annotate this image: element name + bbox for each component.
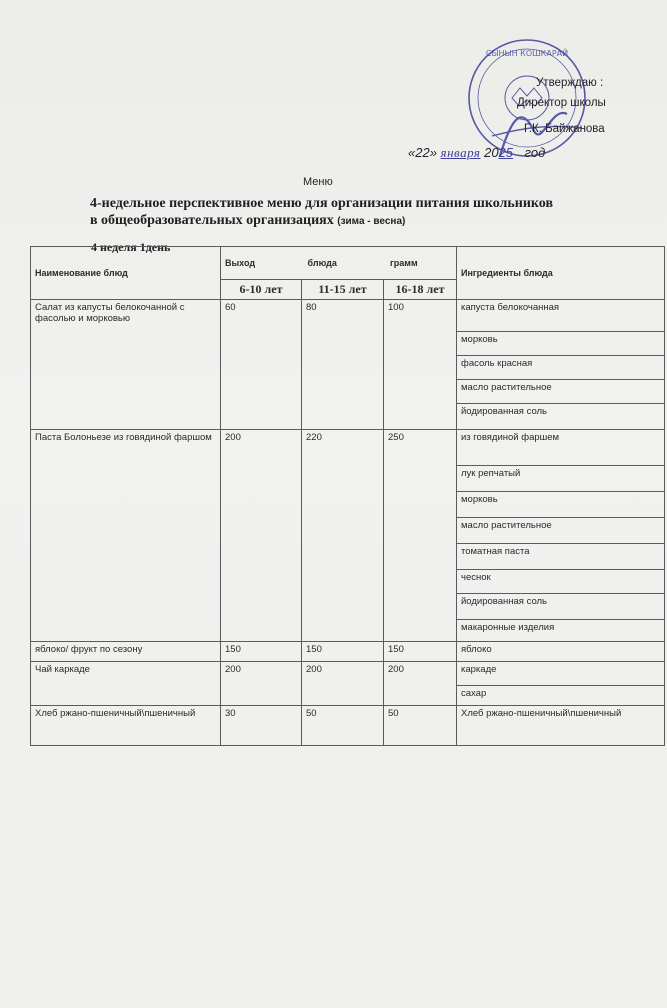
header-output	[221, 247, 457, 280]
table-row	[31, 642, 665, 662]
table-row	[31, 706, 665, 746]
dish-output-11-15-cell: 80	[302, 300, 384, 430]
dish-output-6-10-cell: 150	[221, 642, 302, 662]
date-month: января	[440, 145, 481, 160]
title-line-1: 4-недельное перспективное меню для организации питания школьников	[90, 196, 554, 211]
ingredient-cell: Хлеб ржано-пшеничный\пшеничный	[457, 706, 665, 746]
approval-date	[408, 145, 545, 161]
table-header-row	[31, 247, 665, 280]
approval-position: Директор школы	[517, 97, 606, 109]
header-age-2: 11-15 лет	[302, 280, 384, 300]
table-row	[31, 300, 665, 332]
menu-table	[30, 246, 665, 746]
dish-name-cell: Хлеб ржано-пшеничный\пшеничный	[31, 706, 221, 746]
approval-director-name: Г.К. Байжанова	[524, 123, 605, 135]
week-day-label: 4 неделя 1день	[91, 240, 171, 254]
dish-output-6-10-cell: 60	[221, 300, 302, 430]
dish-output-11-15-cell: 150	[302, 642, 384, 662]
page-title	[90, 195, 650, 230]
header-ingredients: Ингредиенты блюда	[457, 247, 665, 300]
ingredient-cell: яблоко	[457, 642, 665, 662]
dish-name-cell: Салат из капусты белокочанной с фасолью и морковью	[31, 300, 221, 430]
header-dish-name: Наименование блюд	[31, 247, 221, 300]
title-line-2	[90, 212, 650, 230]
table-row	[31, 662, 665, 686]
dish-name-cell: яблоко/ фрукт по сезону	[31, 642, 221, 662]
ingredient-cell: каркаде	[457, 662, 665, 686]
ingredient-cell: сахар	[457, 686, 665, 706]
ingredient-cell: томатная паста	[457, 544, 665, 570]
dish-output-11-15-cell: 220	[302, 430, 384, 642]
ingredient-cell: морковь	[457, 332, 665, 356]
menu-table-body	[31, 300, 665, 746]
dish-output-16-18-cell: 250	[384, 430, 457, 642]
menu-label: Меню	[303, 176, 333, 188]
dish-output-6-10-cell: 30	[221, 706, 302, 746]
dish-name-cell: Паста Болоньезе из говядиной фаршом	[31, 430, 221, 642]
stamp-text: СЫНЫН КОШКАРАЙ	[485, 49, 569, 58]
dish-output-11-15-cell: 200	[302, 662, 384, 706]
dish-output-11-15-cell: 50	[302, 706, 384, 746]
ingredient-cell: морковь	[457, 492, 665, 518]
dish-name-cell: Чай каркаде	[31, 662, 221, 706]
ingredient-cell: масло растительное	[457, 380, 665, 404]
dish-output-16-18-cell: 100	[384, 300, 457, 430]
ingredient-cell: капуста белокочанная	[457, 300, 665, 332]
title-line-2-text: в общеобразовательных организациях	[90, 213, 334, 228]
title-season: (зима - весна)	[337, 216, 406, 227]
ingredient-cell: йодированная соль	[457, 594, 665, 620]
dish-output-6-10-cell: 200	[221, 430, 302, 642]
dish-output-6-10-cell: 200	[221, 662, 302, 706]
date-day: «22»	[408, 145, 437, 160]
ingredient-cell: из говядиной фаршем	[457, 430, 665, 466]
date-word: год	[524, 145, 546, 160]
ingredient-cell: масло растительное	[457, 518, 665, 544]
table-row	[31, 430, 665, 466]
ingredient-cell: фасоль красная	[457, 356, 665, 380]
date-year-prefix: 20	[484, 145, 499, 160]
ingredient-cell: чеснок	[457, 570, 665, 594]
approval-title: Утверждаю :	[536, 77, 604, 89]
header-age-1: 6-10 лет	[221, 280, 302, 300]
dish-output-16-18-cell: 50	[384, 706, 457, 746]
header-gram-label: грамм	[390, 258, 418, 268]
ingredient-cell: йодированная соль	[457, 404, 665, 430]
dish-output-16-18-cell: 150	[384, 642, 457, 662]
dish-output-16-18-cell: 200	[384, 662, 457, 706]
header-dish-label: блюда	[307, 258, 337, 268]
ingredient-cell: макаронные изделия	[457, 620, 665, 642]
header-out-label: Выход	[225, 258, 256, 268]
date-year-suffix: 25	[498, 145, 514, 160]
ingredient-cell: лук репчатый	[457, 466, 665, 492]
header-age-3: 16-18 лет	[384, 280, 457, 300]
